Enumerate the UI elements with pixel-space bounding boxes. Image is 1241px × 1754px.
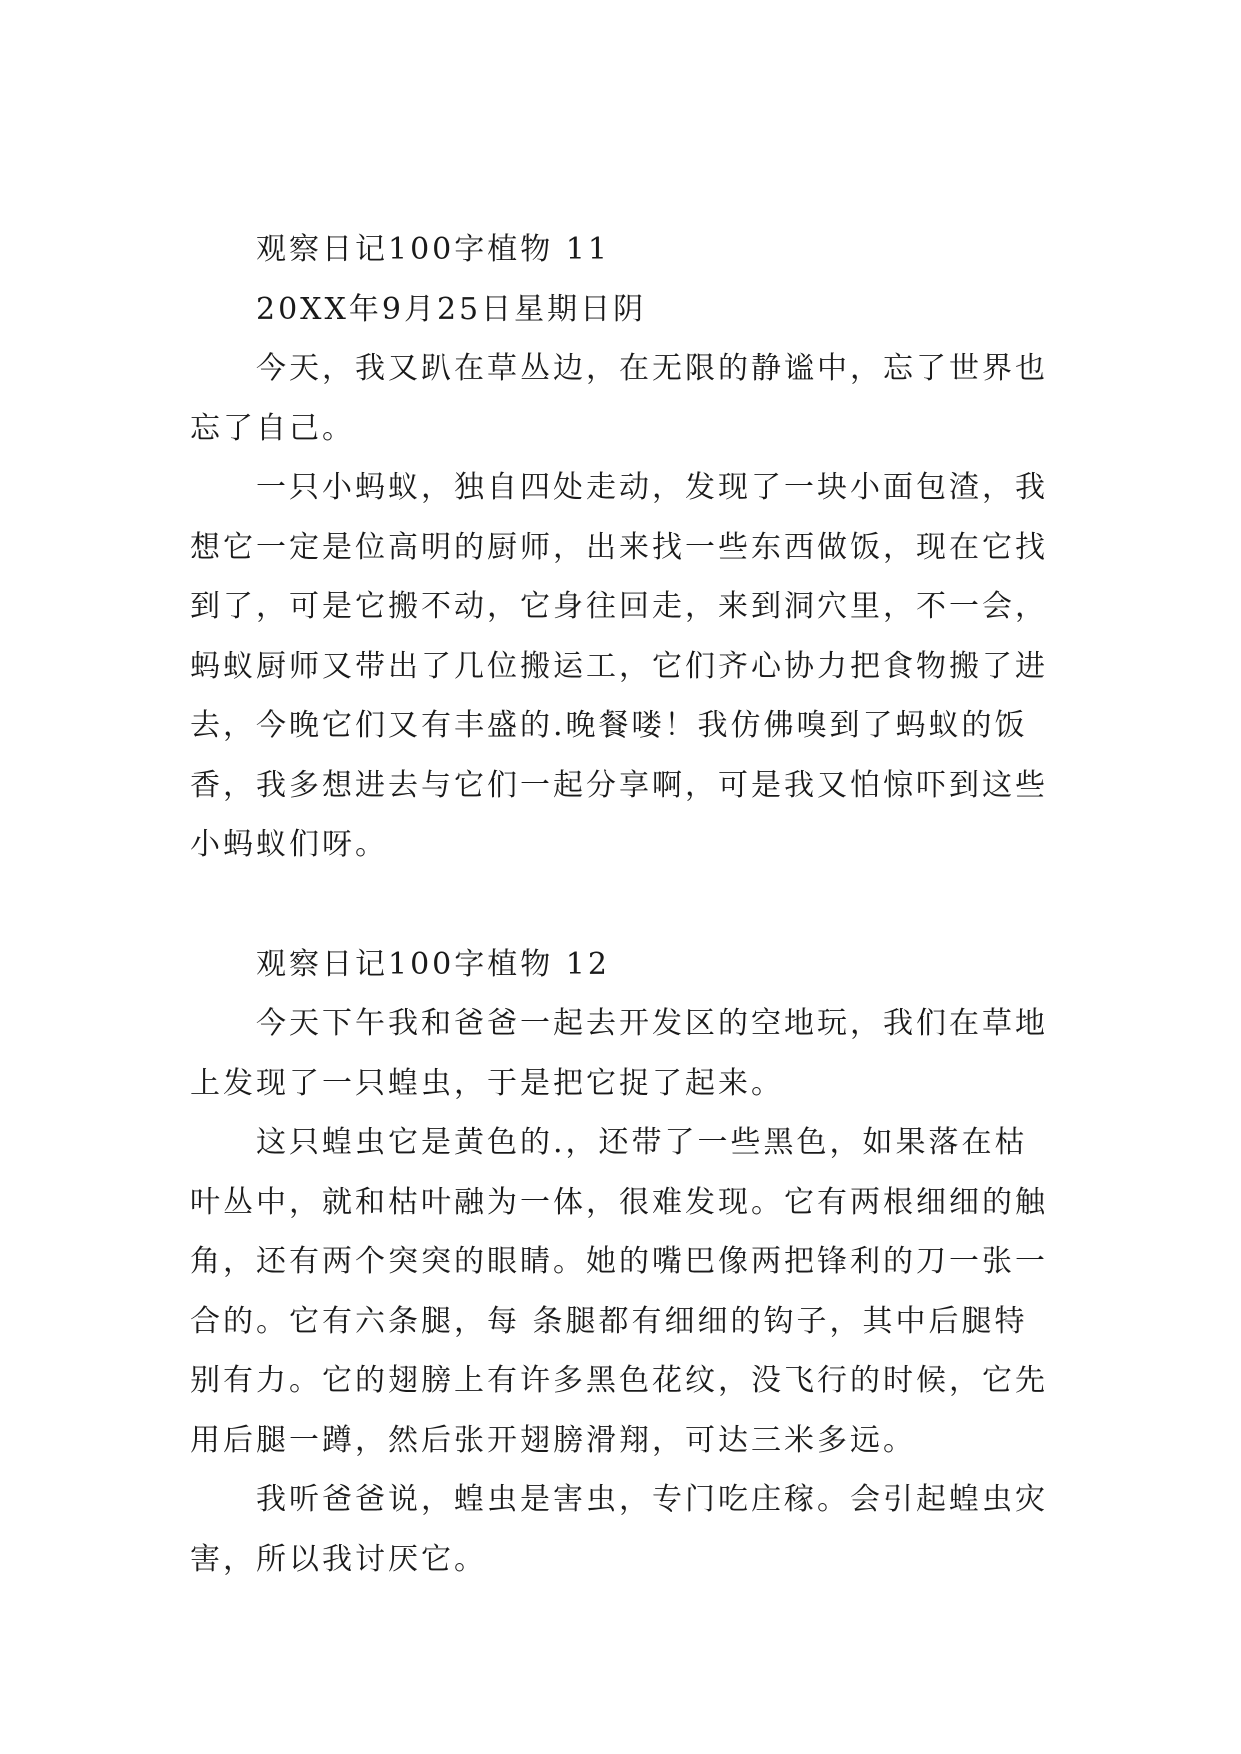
paragraph-line: 上发现了一只蝗虫，于是把它捉了起来。: [190, 1065, 784, 1101]
paragraph-line: 今天下午我和爸爸一起去开发区的空地玩，我们在草地: [256, 1006, 1048, 1041]
paragraph-line: 蚂蚁厨师又带出了几位搬运工，它们齐心协力把食物搬了进: [190, 648, 1048, 684]
diary-entry-12: [190, 935, 1052, 1590]
document-body: [190, 220, 1052, 1589]
paragraph-line: 这只蝗虫它是黄色的.，还带了一些黑色，如果落在枯: [256, 1125, 1028, 1160]
paragraph-line: 害，所以我讨厌它。: [190, 1541, 487, 1577]
paragraph-line: 角，还有两个突突的眼睛。她的嘴巴像两把锋利的刀一张一: [190, 1244, 1048, 1279]
paragraph-line: 香，我多想进去与它们一起分享啊，可是我又怕惊吓到这些: [190, 767, 1048, 803]
paragraph-line: 别有力。它的翅膀上有许多黑色花纹，没飞行的时候，它先: [190, 1363, 1048, 1398]
paragraph-line: 我听爸爸说，蝗虫是害虫，专门吃庄稼。会引起蝗虫灾: [256, 1482, 1048, 1517]
paragraph: [190, 458, 1052, 875]
diary-entry-11: [190, 220, 1052, 875]
paragraph-line: 叶丛中，就和枯叶融为一体，很难发现。它有两根细细的触: [190, 1184, 1048, 1220]
paragraph-line: 合的。它有六条腿，每 条腿都有细细的钩子，其中后腿特: [190, 1303, 1028, 1339]
entry-title: 观察日记100字植物 11: [256, 232, 610, 267]
paragraph: [190, 339, 1052, 458]
paragraph: [190, 1113, 1052, 1470]
entry-title: 观察日记100字植物 12: [256, 946, 610, 982]
paragraph-line: 一只小蚂蚁，独自四处走动，发现了一块小面包渣，我: [256, 470, 1048, 505]
paragraph-line: 到了，可是它搬不动，它身往回走，来到洞穴里，不一会，: [190, 589, 1048, 624]
paragraph-line: 今天，我又趴在草丛边，在无限的静谧中，忘了世界也: [256, 351, 1048, 386]
entry-date: 20XX年9月25日星期日阴: [256, 291, 647, 327]
paragraph-line: 用后腿一蹲，然后张开翅膀滑翔，可达三米多远。: [190, 1422, 916, 1458]
paragraph: [190, 1470, 1052, 1589]
paragraph-line: 去，今晚它们又有丰盛的.晚餐喽！我仿佛嗅到了蚂蚁的饭: [190, 708, 1028, 743]
paragraph: [190, 994, 1052, 1113]
paragraph-line: 忘了自己。: [190, 410, 355, 446]
paragraph-line: 小蚂蚁们呀。: [190, 827, 388, 862]
paragraph-line: 想它一定是位高明的厨师，出来找一些东西做饭，现在它找: [190, 529, 1048, 565]
